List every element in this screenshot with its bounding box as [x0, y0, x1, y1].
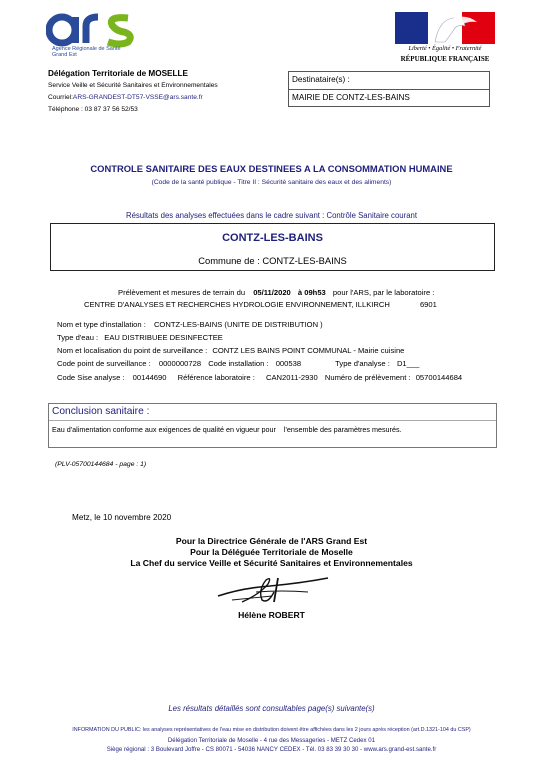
ref-labo-value: CAN2011-2930 [265, 373, 318, 382]
signature-line1: Pour la Directrice Générale de l'ARS Grand Est [175, 536, 368, 546]
laboratoire-name: CENTRE D'ANALYSES ET RECHERCHES HYDROLOGIE ENVIRONNEMENT, ILLKIRCH [84, 300, 390, 309]
footer-address2: Siège régional : 3 Boulevard Joffre - CS 80071 - 54036 NANCY CEDEX - Tél. 03 83 39 30 30 - www.ars.grand-est.sante.fr [106, 746, 437, 753]
courriel [48, 94, 203, 101]
service-name: Service Veille et Sécurité Sanitaires et Environnementales [48, 82, 218, 89]
type-eau-row [57, 333, 223, 342]
num-prelev-value: 05700144684 [415, 373, 463, 382]
point-row [57, 346, 404, 355]
type-eau-value: EAU DISTRIBUEE DESINFECTEE [104, 333, 223, 342]
info-public: INFORMATION DU PUBLIC: les analyses représentatives de l'eau mise en distribution doivent être affichées dans les 2 jours après réception (art.D.1321-104 du CSP) [72, 727, 471, 733]
prelevement-date: 05/11/2020 [253, 288, 291, 297]
telephone: Téléphone : 03 87 37 56 52/53 [48, 106, 138, 113]
conclusion-box [48, 403, 497, 448]
prelevement-outro: pour l'ARS, par le laboratoire : [332, 288, 435, 297]
main-title: CONTROLE SANITAIRE DES EAUX DESTINEES A LA CONSOMMATION HUMAINE [90, 163, 453, 174]
code-sise-value: 00144690 [132, 373, 167, 382]
code-reference: (Code de la santé publique - Titre II : Sécurité sanitaire des eaux et des aliments) [151, 179, 392, 186]
type-analyse-label: Type d'analyse : [335, 359, 390, 368]
prelevement-time: à 09h53 [297, 288, 326, 297]
code-install-value: 000538 [275, 359, 302, 368]
commune-title: CONTZ-LES-BAINS [222, 232, 323, 244]
point-value: CONTZ LES BAINS POINT COMMUNAL - Mairie cuisine [212, 346, 405, 355]
num-prelev-label: Numéro de prélèvement : [324, 373, 411, 382]
courriel-link[interactable]: ARS-GRANDEST-DT57-VSSE@ars.sante.fr [72, 94, 203, 101]
ars-logo-icon [46, 8, 146, 48]
sise-row [57, 373, 462, 382]
delegation-name: Délégation Territoriale de MOSELLE [48, 69, 188, 78]
rf-name: RÉPUBLIQUE FRANÇAISE [400, 55, 490, 63]
type-eau-label: Type d'eau : [57, 333, 99, 342]
code-point-value: 0000000728 [158, 359, 202, 368]
signature-line2: Pour la Déléguée Territoriale de Moselle [190, 547, 353, 557]
installation-label: Nom et type d'installation : [57, 320, 146, 329]
prelevement-line [118, 288, 434, 297]
destinataire-value: MAIRIE DE CONTZ-LES-BAINS [292, 93, 410, 102]
footer-address1: Délégation Territoriale de Moselle - 4 rue des Messageries - METZ Cedex 01 [167, 737, 376, 744]
code-install-label: Code installation : [208, 359, 269, 368]
codes-row [57, 359, 419, 368]
code-point-label: Code point de surveillance : [57, 359, 151, 368]
page-reference: (PLV-05700144684 - page : 1) [55, 461, 147, 468]
conclusion-divider [49, 420, 496, 421]
ars-agency-line2: Grand Est [52, 52, 77, 58]
signature-line3: La Chef du service Veille et Sécurité Sanitaires et Environnementales [130, 558, 413, 568]
handwritten-signature-icon [212, 572, 332, 608]
laboratoire-code: 6901 [419, 300, 437, 309]
conclusion-title: Conclusion sanitaire : [52, 406, 150, 417]
laboratoire-line [84, 300, 437, 309]
republique-francaise-logo [393, 12, 497, 68]
conclusion-text: Eau d'alimentation conforme aux exigences de qualité en vigueur pour l'ensemble des paramètres mesurés. [52, 425, 402, 434]
commune-subtitle: Commune de : CONTZ-LES-BAINS [198, 255, 347, 266]
destinataire-divider [289, 89, 489, 90]
type-analyse-value: D1___ [396, 359, 420, 368]
installation-row [57, 320, 323, 329]
prelevement-intro: Prélèvement et mesures de terrain du [118, 288, 246, 297]
ref-labo-label: Référence laboratoire : [177, 373, 255, 382]
marianne-icon [395, 12, 495, 44]
destinataire-box [288, 71, 490, 107]
commune-box [50, 223, 495, 271]
ars-agency-line1: Agence Régionale de Santé [52, 46, 121, 52]
rf-motto: Liberté • Égalité • Fraternité [408, 45, 482, 52]
detailed-results-note: Les résultats détaillés sont consultables page(s) suivante(s) [168, 704, 375, 713]
signatory-name: Hélène ROBERT [238, 610, 305, 620]
resultats-cadre: Résultats des analyses effectuées dans le cadre suivant : Contrôle Sanitaire courant [125, 211, 418, 220]
destinataire-label: Destinataire(s) : [292, 75, 350, 84]
courriel-label: Courriel: [48, 94, 73, 101]
point-label: Nom et localisation du point de surveillance : [57, 346, 208, 355]
ars-logo [46, 8, 156, 58]
place-date: Metz, le 10 novembre 2020 [72, 513, 172, 522]
code-sise-label: Code Sise analyse : [57, 373, 125, 382]
installation-value: CONTZ-LES-BAINS (UNITE DE DISTRIBUTION ) [153, 320, 323, 329]
